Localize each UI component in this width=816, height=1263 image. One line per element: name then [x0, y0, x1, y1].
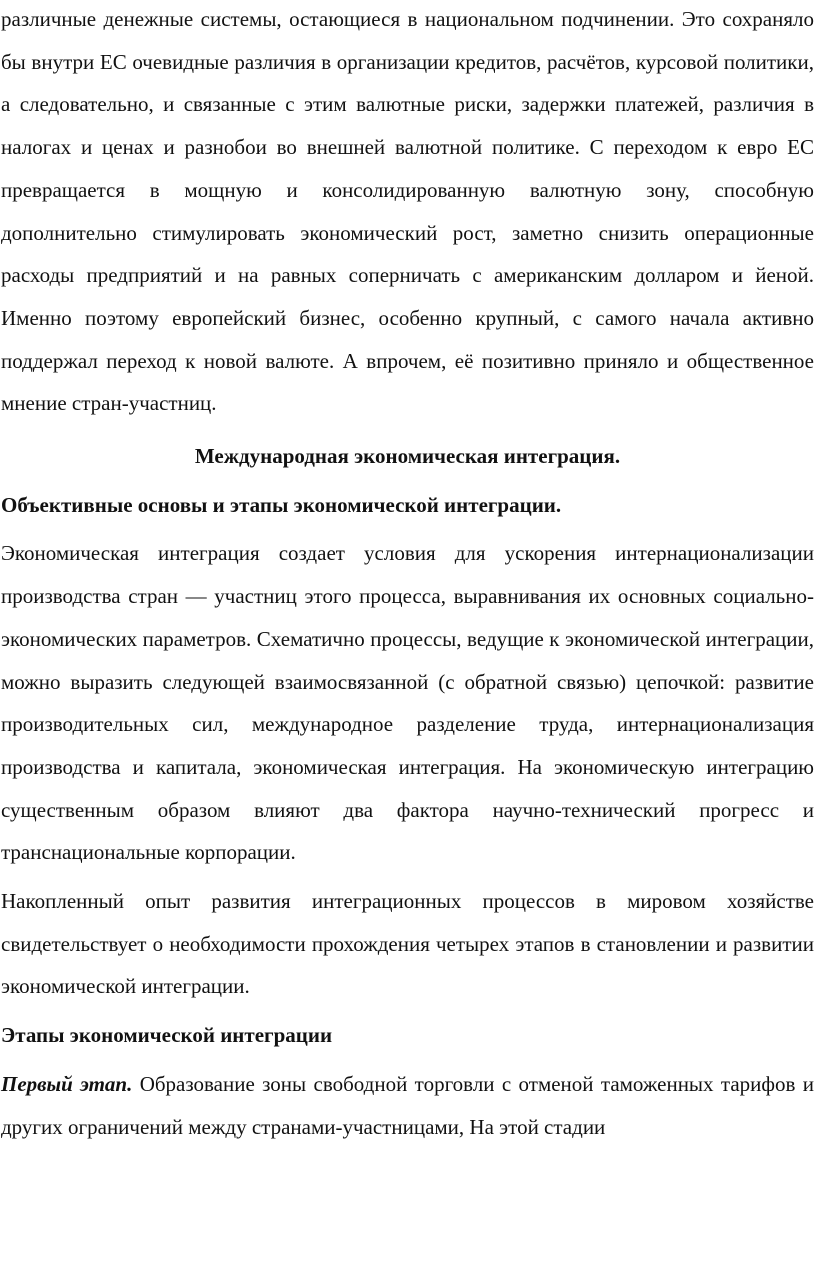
- paragraph-integration-experience: Накопленный опыт развития интеграционных процессов в мировом хозяйстве свидетельствует о необходимости прохождения четырех этапов в становлении и развитии экономической интеграции.: [1, 889, 814, 999]
- first-stage-text: Образование зоны свободной торговли с отменой таможенных тарифов и других ограничений между странами-участницами, На этой стадии: [1, 1071, 814, 1139]
- paragraph-euro-currency-zone: различные денежные системы, остающиеся в национальном подчинении. Это сохраняло бы внутри ЕС очевидные различия в организации кредитов, расчётов, курсовой политики, а следовательно, и связанные с этим валютные риски, задержки платежей, различия в налогах и ценах и разнобои во внешней валютной политике. С переходом к евро ЕС превращается в мощную и консолидированную валютную зону, способную дополнительно стимулировать экономический рост, заметно снизить операционные расходы предприятий и на равных соперничать с американским долларом и йеной. Именно поэтому европейский бизнес, особенно крупный, с самого начала активно поддержал переход к новой валюте. А впрочем, её позитивно приняло и общественное мнение стран-участниц.: [1, 7, 814, 416]
- heading-integration-stages: Этапы экономической интеграции: [1, 1023, 333, 1048]
- heading-international-integration: Международная экономическая интеграция.: [194, 444, 621, 469]
- first-stage-title: Первый этап.: [1, 1071, 133, 1096]
- heading-integration-foundations: Объективные основы и этапы экономической интеграции.: [1, 492, 562, 517]
- paragraph-integration-conditions: Экономическая интеграция создает условия для ускорения интернационализации производства стран — участниц этого процесса, выравнивания их основных социально-экономических параметров. Схематично процессы, ведущие к экономической интеграции, можно выразить следующей взаимосвязанной (с обратной связью) цепочкой: развитие производительных сил, международное разделение труда, интернационализация производства и капитала, экономическая интеграция. На экономическую интеграцию существенным образом влияют два фактора научно-технический прогресс и транснациональные корпорации.: [1, 541, 814, 865]
- paragraph-first-stage: [1, 1063, 814, 1148]
